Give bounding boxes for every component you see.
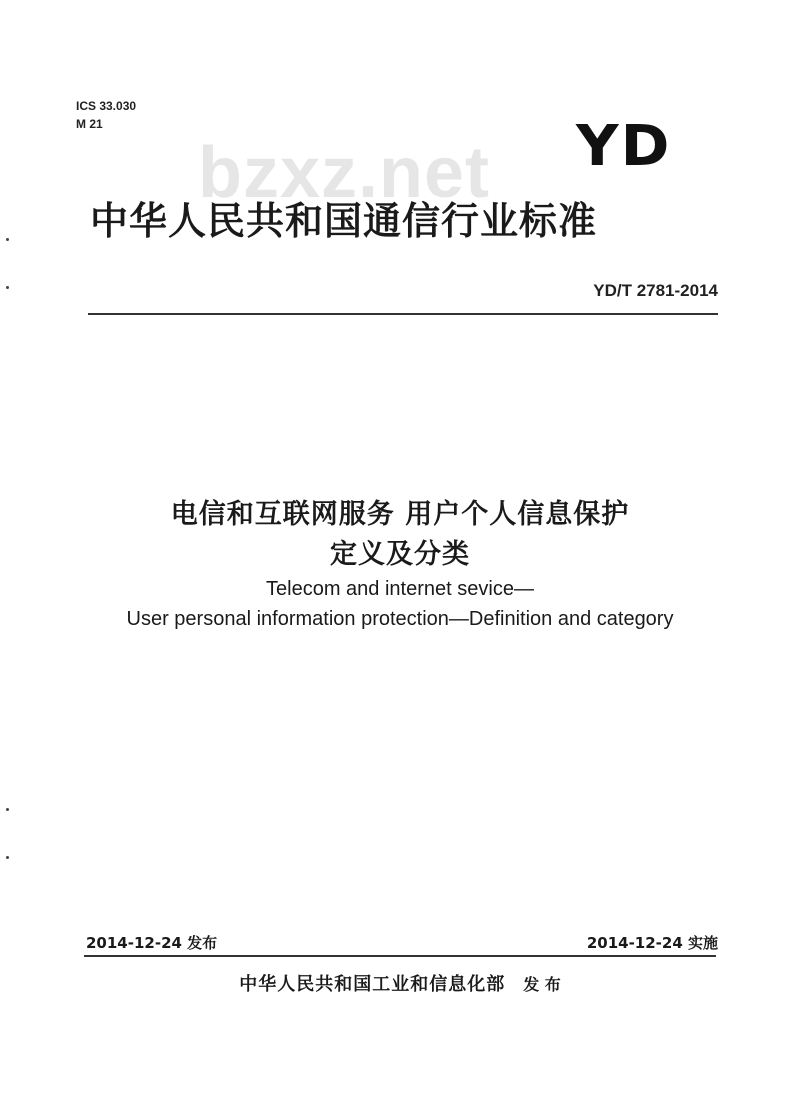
standard-authority-title: 中华人民共和国通信行业标准 xyxy=(90,199,598,243)
scan-speck xyxy=(6,808,9,811)
title-chinese-line-2: 定义及分类 xyxy=(330,539,470,570)
standard-number: YD/T 2781-2014 xyxy=(593,281,718,300)
publish-date: 2014-12-24 发布 xyxy=(86,934,218,952)
issuer-organization: 中华人民共和国工业和信息化部 xyxy=(239,974,506,995)
implement-date: 2014-12-24 实施 xyxy=(586,934,718,952)
title-english-line-1: Telecom and internet sevice— xyxy=(266,578,534,600)
title-english-line-2: User personal information protection—Definition and category xyxy=(126,608,674,630)
issuer-suffix: 发 布 xyxy=(523,975,561,994)
ics-code: ICS 33.030 xyxy=(76,99,137,113)
scan-speck xyxy=(6,286,9,289)
scan-speck xyxy=(6,856,9,859)
scan-speck xyxy=(6,238,9,241)
title-chinese-line-1: 电信和互联网服务 用户个人信息保护 xyxy=(170,499,630,530)
top-divider xyxy=(88,313,718,315)
yd-logo: YD xyxy=(576,114,672,179)
category-code: M 21 xyxy=(76,117,103,131)
bottom-divider xyxy=(84,955,716,957)
watermark: bzxz.net xyxy=(198,133,491,213)
issuer-line xyxy=(0,970,800,996)
